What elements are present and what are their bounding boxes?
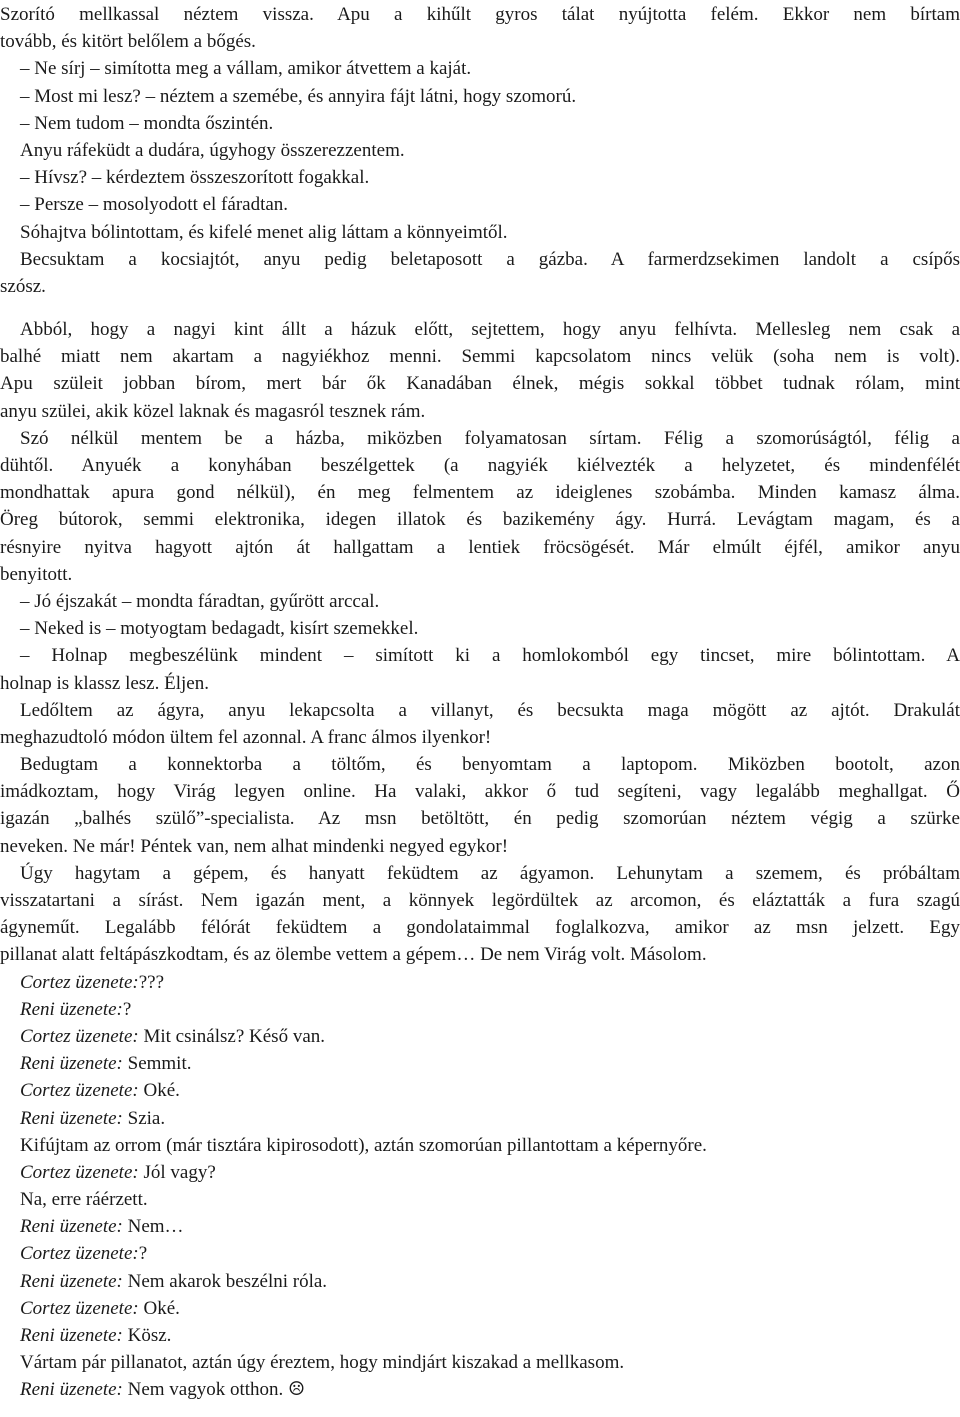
text-line (0, 55, 960, 82)
line-text: benyitott. (0, 563, 73, 585)
chat-speaker-label: Reni üzenete: (20, 1325, 123, 1346)
line-text: tovább, és kitört belőlem a bőgés. (0, 31, 256, 53)
line-text: Szó nélkül mentem be a házba, miközben folyamatosan sírtam. Félig a szomorúságtól, félig a (20, 427, 960, 449)
chat-message-line (0, 1376, 960, 1403)
text-line (0, 191, 960, 218)
chat-message-text: Nem akarok beszélni róla. (122, 1270, 328, 1292)
chat-message-line (0, 1295, 960, 1322)
text-line (0, 914, 960, 941)
text-line (0, 534, 960, 561)
line-text: Szorító mellkassal néztem vissza. Apu a kihűlt gyros tálat nyújtotta felém. Ekkor nem bírtam (0, 4, 960, 25)
text-line (0, 219, 960, 246)
line-text: Abból, hogy a nagyi kint állt a házuk előtt, sejtettem, hogy anyu felhívta. Mellesleg nem csak a (20, 319, 960, 341)
chat-speaker-label: Reni üzenete: (20, 998, 123, 1020)
line-text: balhé miatt nem akartam a nagyiékhoz menni. Semmi kapcsolatom nincs velük (soha nem is volt). (0, 346, 960, 368)
text-line (0, 110, 960, 137)
chat-speaker-label: Reni üzenete: (20, 1107, 123, 1129)
line-text: – Ne sírj – simította meg a vállam, amikor átvettem a kaját. (20, 58, 472, 80)
text-line (0, 316, 960, 343)
chat-message-line (0, 1105, 960, 1132)
chat-message-line (0, 1240, 960, 1267)
text-line (0, 1132, 960, 1159)
text-line (0, 83, 960, 110)
text-line (0, 28, 960, 55)
line-text: Sóhajtva bólintottam, és kifelé menet alig láttam a könnyeimtől. (20, 221, 508, 243)
line-text: – Neked is – motyogtam bedagadt, kisírt szemekkel. (20, 618, 419, 640)
text-line (0, 425, 960, 452)
text-line (0, 697, 960, 724)
text-line (0, 805, 960, 832)
text-line (0, 860, 960, 887)
text-line (0, 479, 960, 506)
text-line (0, 778, 960, 805)
text-line (0, 343, 960, 370)
chat-speaker-label: Cortez üzenete: (20, 971, 139, 993)
chat-message-text: Mit csinálsz? Késő van. (138, 1025, 325, 1047)
chat-speaker-label: Cortez üzenete: (20, 1161, 139, 1183)
line-text: meghazudtoló módon ültem fel azonnal. A franc álmos ilyenkor! (0, 726, 492, 748)
text-line (0, 887, 960, 914)
text-line (0, 1186, 960, 1213)
chat-speaker-label: Reni üzenete: (20, 1379, 123, 1401)
line-text: anyu szülei, akik közel laknak és magasról tesznek rám. (0, 400, 426, 422)
line-text: igazán „balhés szülő”-specialista. Az msn betöltött, én pedig szomorúan néztem végig a szürke (0, 808, 960, 830)
text-line (0, 506, 960, 533)
chat-message-text: Nem vagyok otthon. ☹ (122, 1379, 306, 1401)
chat-message-text: Kösz. (122, 1325, 172, 1346)
line-text: holnap is klassz lesz. Éljen. (0, 672, 209, 694)
line-text: résnyire nyitva hagyott ajtón át hallgattam a lentiek fröcsögését. Már elmúlt éjfél, amikor anyu (0, 536, 960, 558)
chat-message-text: ??? (138, 971, 165, 993)
chat-speaker-label: Reni üzenete: (20, 1053, 123, 1075)
chat-message-text: Semmit. (122, 1053, 192, 1075)
chat-message-text: Oké. (138, 1080, 180, 1102)
line-text: Ledőltem az ágyra, anyu lekapcsolta a villanyt, és becsukta maga mögött az ajtót. Drakulát (20, 699, 960, 721)
line-text: Öreg bútorok, semmi elektronika, idegen illatok és bazikemény ágy. Hurrá. Levágtam magam, és a (0, 509, 960, 531)
text-line (0, 452, 960, 479)
chat-message-line (0, 1023, 960, 1050)
line-text: Becsuktam a kocsiajtót, anyu pedig beletaposott a gázba. A farmerdzsekimen landolt a csípős (20, 248, 960, 270)
line-text: pillanat alatt feltápászkodtam, és az ölembe vettem a gépem… De nem Virág volt. Másolom. (0, 944, 707, 966)
chat-speaker-label: Cortez üzenete: (20, 1297, 139, 1319)
line-text: – Nem tudom – mondta őszintén. (20, 112, 274, 134)
text-line (0, 398, 960, 425)
paragraph-gap (0, 300, 960, 316)
text-line (0, 164, 960, 191)
text-line (0, 615, 960, 642)
line-text: ágyneműt. Legalább félórát feküdtem a gondolataimmal foglalkozva, amikor az msn jelzett. Egy (0, 917, 960, 939)
chat-message-text: ? (138, 1243, 148, 1265)
line-text: Anyu ráfeküdt a dudára, úgyhogy összerezzentem. (20, 139, 405, 161)
line-text: visszatartani a sírást. Nem igazán ment, a könnyek legördültek az arcomon, és eláztatták a fura szagú (0, 890, 960, 911)
text-line (0, 561, 960, 588)
chat-message-line (0, 1213, 960, 1240)
chat-message-text: Oké. (138, 1297, 180, 1319)
text-line (0, 1349, 960, 1376)
line-text: Úgy hagytam a gépem, és hanyatt feküdtem az ágyamon. Lehunytam a szemem, és próbáltam (20, 862, 960, 884)
line-text: – Most mi lesz? – néztem a szemébe, és annyira fájt látni, hogy szomorú. (20, 85, 577, 107)
line-text: szósz. (0, 275, 46, 297)
line-text: dühtől. Anyuék a konyhában beszélgettek (a nagyiék kiélvezték a helyzetet, és mindenfélét (0, 455, 960, 476)
chat-message-line (0, 1322, 960, 1349)
text-line (0, 588, 960, 615)
text-line (0, 751, 960, 778)
chat-message-line (0, 1268, 960, 1295)
chat-speaker-label: Cortez üzenete: (20, 1080, 139, 1102)
line-text: Na, erre ráérzett. (20, 1189, 148, 1211)
line-text: – Holnap megbeszélünk mindent – simított ki a homlokomból egy tincset, mire bólintottam. A (20, 645, 960, 667)
chat-speaker-label: Reni üzenete: (20, 1270, 123, 1292)
chat-speaker-label: Cortez üzenete: (20, 1025, 139, 1047)
line-text: Vártam pár pillanatot, aztán úgy éreztem, hogy mindjárt kiszakad a mellkasom. (20, 1352, 625, 1374)
text-line (0, 246, 960, 273)
line-text: Kifújtam az orrom (már tisztára kipirosodott), aztán szomorúan pillantottam a képernyőre. (20, 1134, 707, 1156)
chat-message-line (0, 1050, 960, 1077)
line-text: mondhattak apura gond nélkül), én meg felmentem az ideiglenes szobámba. Minden kamasz álma. (0, 482, 960, 504)
text-line (0, 137, 960, 164)
line-text: Bedugtam a konnektorba a töltőm, és benyomtam a laptopom. Miközben bootolt, azon (20, 754, 960, 776)
chat-message-line (0, 1159, 960, 1186)
chat-message-line (0, 996, 960, 1023)
line-text: – Hívsz? – kérdeztem összeszorított fogakkal. (20, 167, 370, 189)
line-text: – Jó éjszakát – mondta fáradtan, gyűrött arccal. (20, 590, 380, 612)
text-line (0, 273, 960, 300)
chat-message-line (0, 1077, 960, 1104)
line-text: – Persze – mosolyodott el fáradtan. (20, 194, 289, 216)
text-line (0, 724, 960, 751)
line-text: Apu szüleit jobban bírom, mert bár ők Kanadában élnek, mégis sokkal többet tudnak rólam, mint (0, 373, 960, 395)
chat-speaker-label: Reni üzenete: (20, 1216, 123, 1238)
chat-speaker-label: Cortez üzenete: (20, 1243, 139, 1265)
text-line (0, 833, 960, 860)
text-line (0, 642, 960, 669)
text-line (0, 670, 960, 697)
text-line (0, 1, 960, 28)
chat-message-text: ? (122, 998, 132, 1020)
line-text: imádkoztam, hogy Virág legyen online. Ha valaki, akkor ő tud segíteni, vagy legalább meghallgat. Ő (0, 781, 960, 803)
chat-message-text: Nem… (122, 1216, 184, 1238)
text-line (0, 941, 960, 968)
chat-message-line (0, 969, 960, 996)
line-text: neveken. Ne már! Péntek van, nem alhat mindenki negyed egykor! (0, 835, 509, 857)
chat-message-text: Jól vagy? (138, 1161, 216, 1183)
chat-message-text: Szia. (122, 1107, 166, 1129)
text-line (0, 370, 960, 397)
